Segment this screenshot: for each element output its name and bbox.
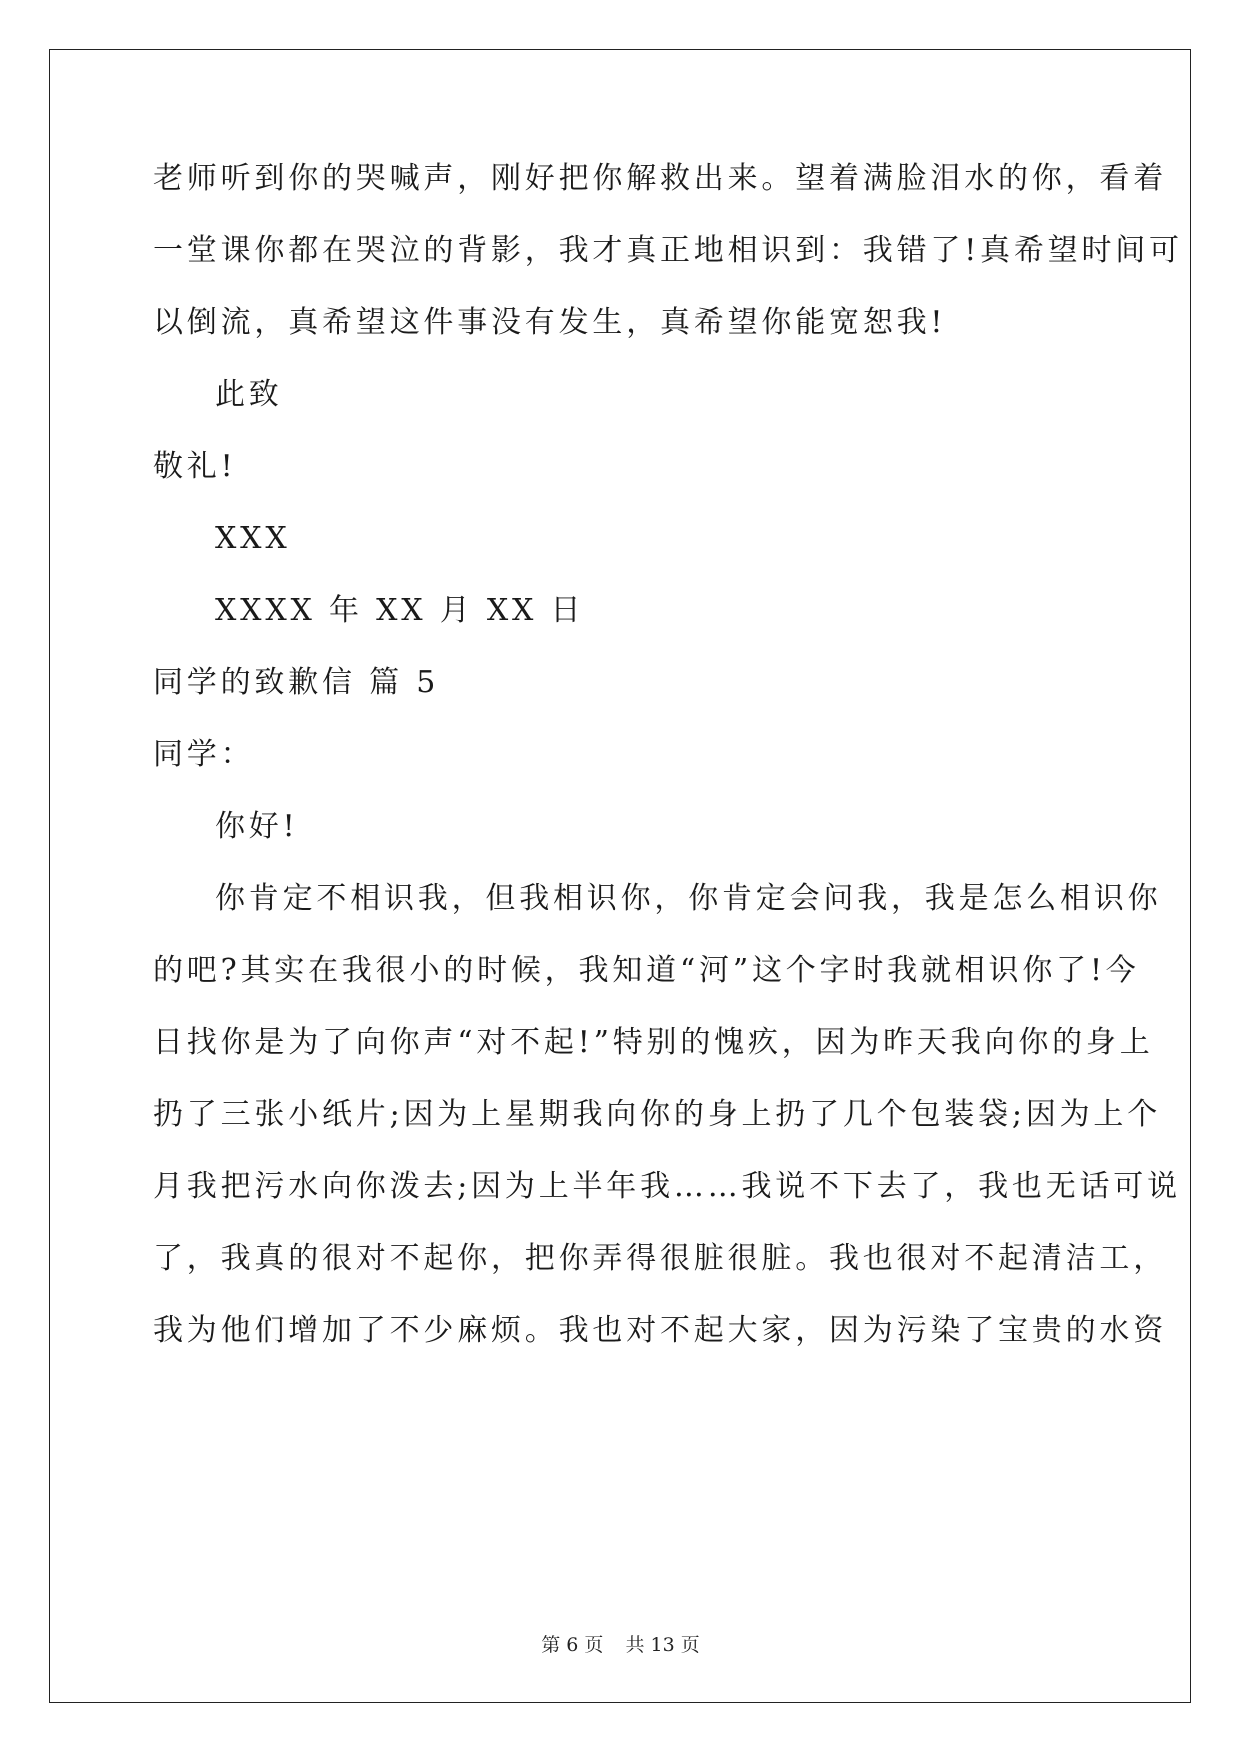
closing-jing-li: 敬礼! xyxy=(153,449,237,484)
page-total: 共 13 页 xyxy=(625,1634,700,1656)
text-line: 老师听到你的哭喊声，刚好把你解救出来。望着满脸泪水的你，看着 xyxy=(153,161,1167,196)
text-line: 日找你是为了向你声“对不起!”特别的愧疚，因为昨天我向你的身上 xyxy=(153,1025,1154,1060)
signature: XXX xyxy=(215,521,291,556)
salutation: 同学： xyxy=(153,737,255,772)
text-line: 了，我真的很对不起你，把你弄得很脏很脏。我也很对不起清洁工， xyxy=(153,1241,1167,1276)
closing-ci-zhi: 此致 xyxy=(215,377,283,412)
section-title: 同学的致歉信 篇 5 xyxy=(153,665,440,700)
greeting: 你好! xyxy=(215,809,299,844)
page-border xyxy=(49,49,1191,1703)
text-line: 扔了三张小纸片;因为上星期我向你的身上扔了几个包装袋;因为上个 xyxy=(153,1097,1162,1132)
date: XXXX 年 XX 月 XX 日 xyxy=(215,593,585,628)
page-number: 第 6 页 xyxy=(541,1634,604,1656)
text-line: 的吧?其实在我很小的时候，我知道“河”这个字时我就相识你了!今 xyxy=(153,953,1140,988)
text-line: 以倒流，真希望这件事没有发生，真希望你能宽恕我! xyxy=(153,305,947,340)
text-line: 我为他们增加了不少麻烦。我也对不起大家，因为污染了宝贵的水资 xyxy=(153,1313,1167,1348)
text-line: 你肯定不相识我，但我相识你，你肯定会问我，我是怎么相识你 xyxy=(215,881,1162,916)
page-footer xyxy=(0,1630,1241,1657)
text-line: 月我把污水向你泼去;因为上半年我……我说不下去了，我也无话可说 xyxy=(153,1169,1181,1204)
text-line: 一堂课你都在哭泣的背影，我才真正地相识到：我错了!真希望时间可 xyxy=(153,233,1183,268)
